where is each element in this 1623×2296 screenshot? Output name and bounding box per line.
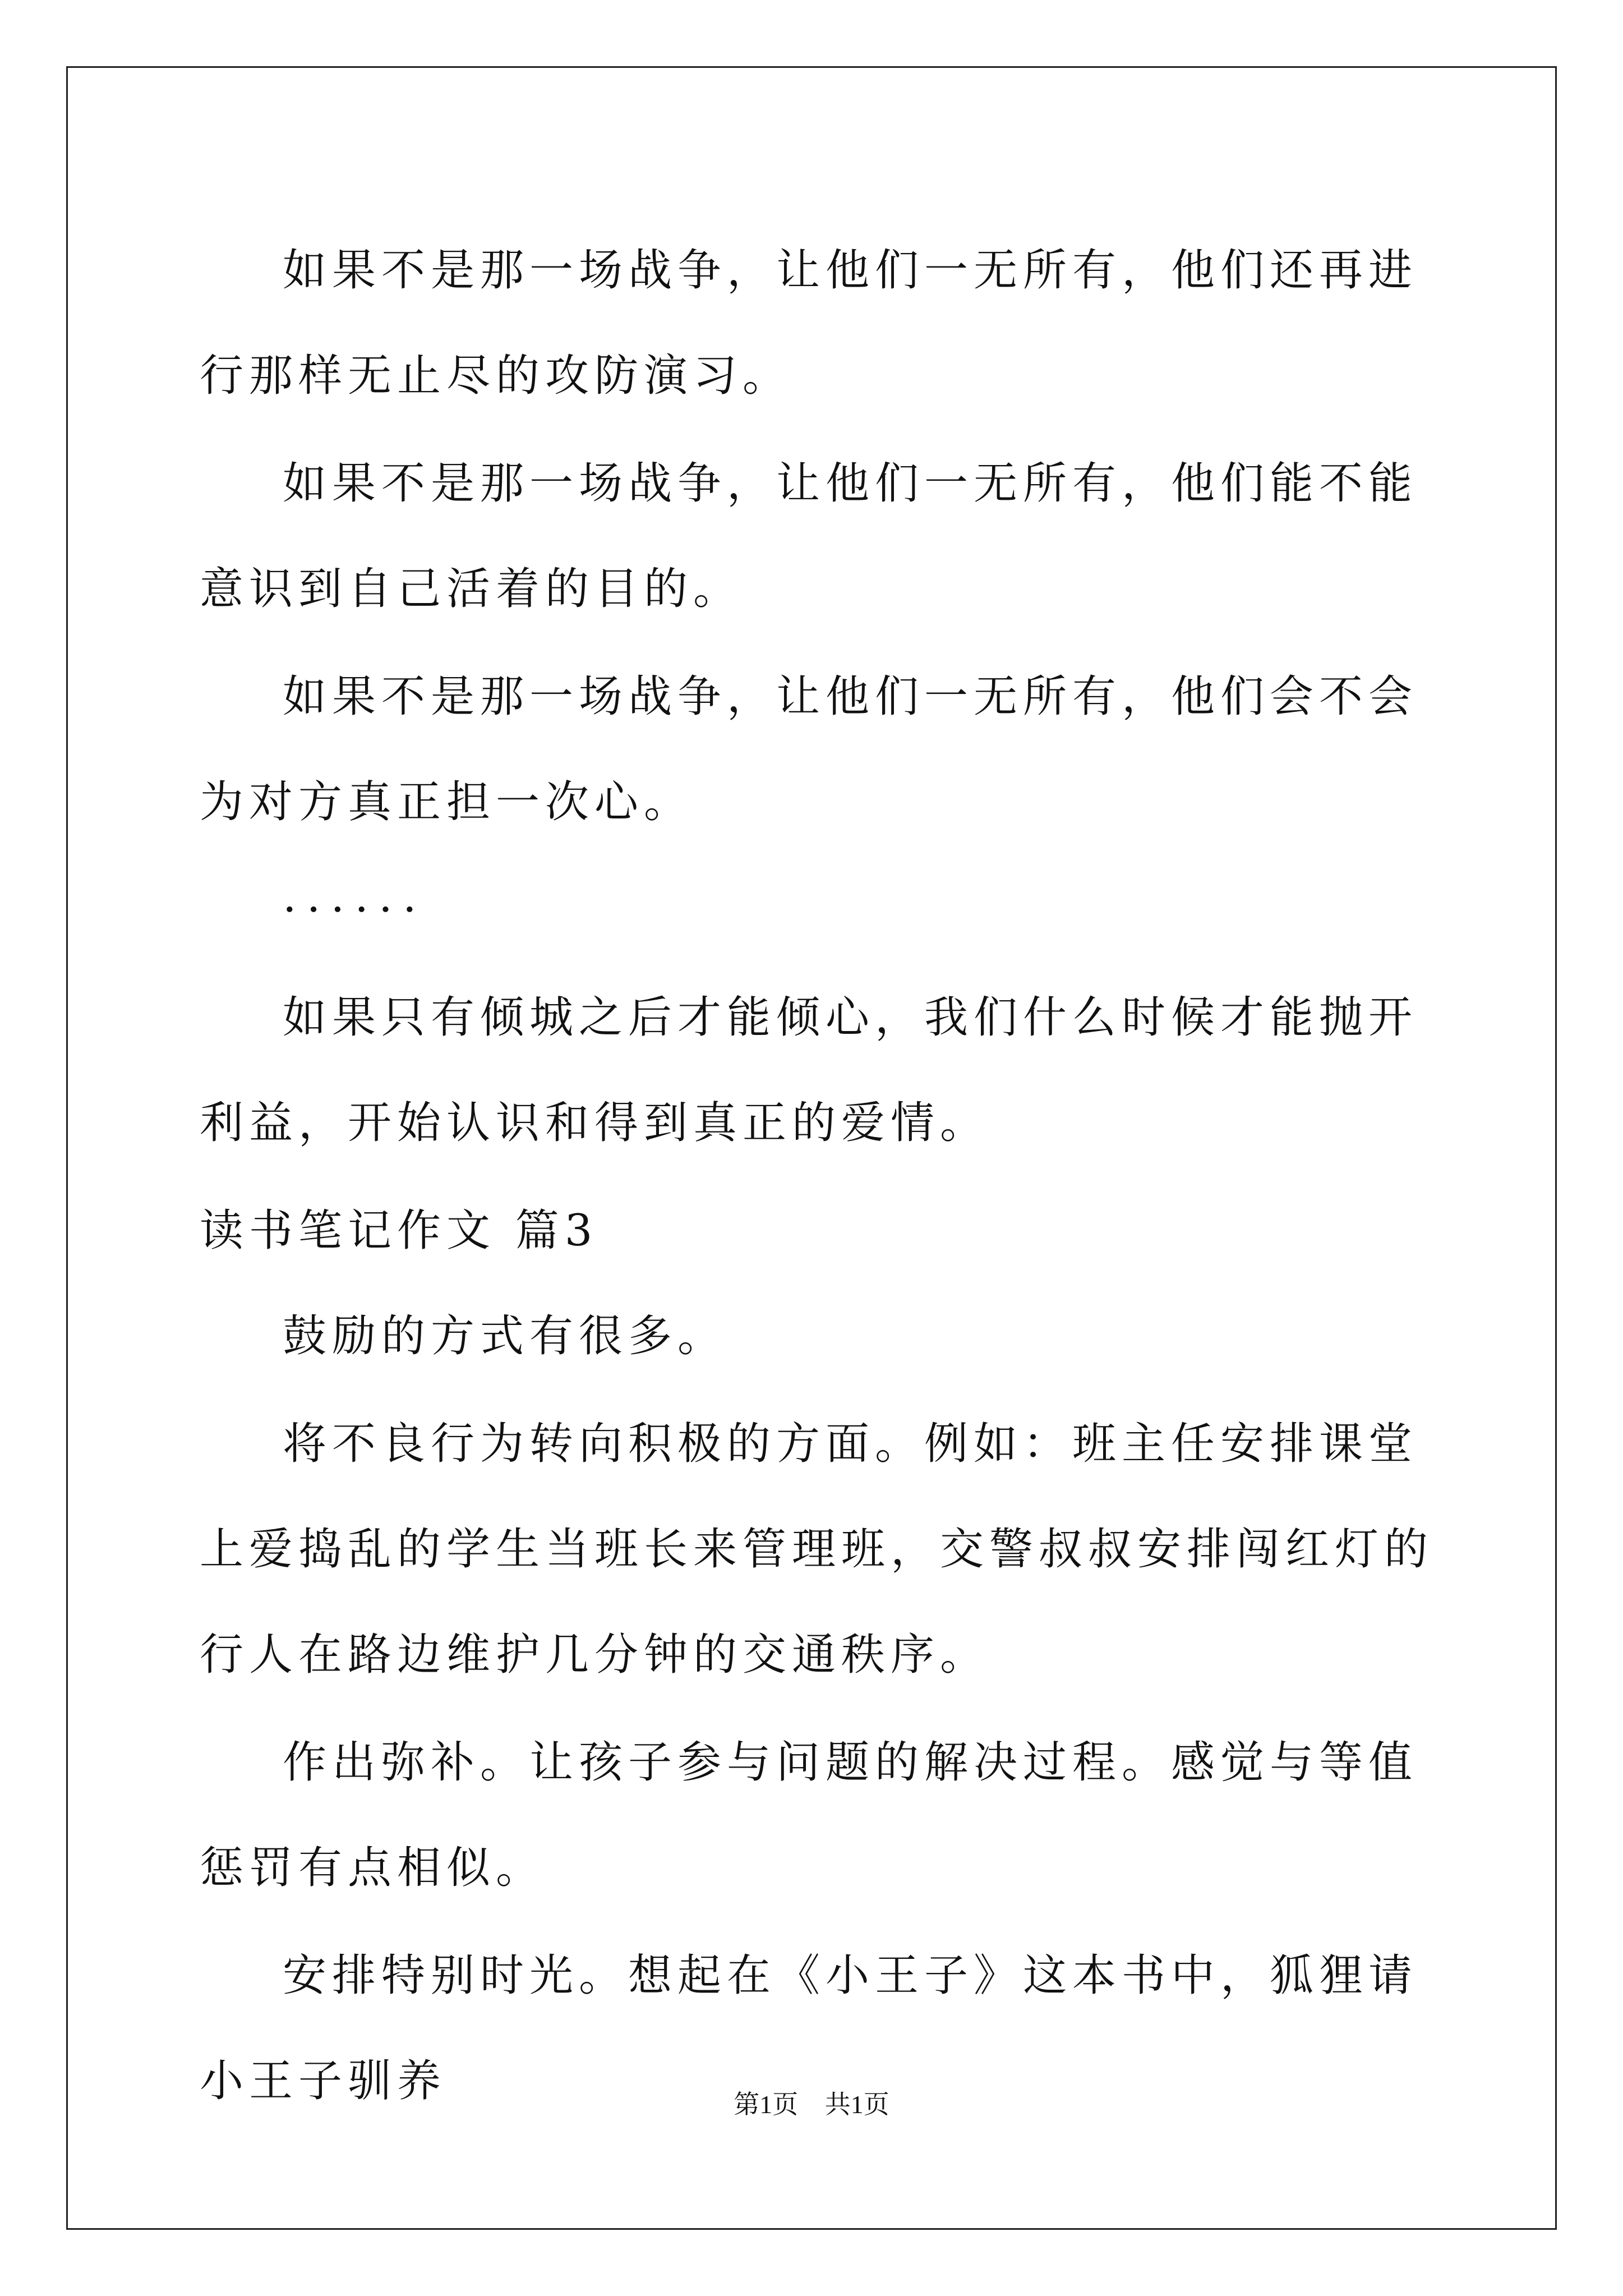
- paragraph: 作出弥补。让孩子参与问题的解决过程。感觉与等值惩罚有点相似。: [200, 1737, 1418, 1893]
- page-footer: [0, 2084, 1623, 2121]
- paragraph: 如果不是那一场战争，让他们一无所有，他们会不会为对方真正担一次心。: [200, 671, 1418, 827]
- document-body: [200, 218, 1433, 2136]
- paragraph: 如果不是那一场战争，让他们一无所有，他们还再进行那样无止尽的攻防演习。: [200, 245, 1418, 401]
- ellipsis-paragraph: ······: [283, 885, 427, 935]
- paragraph: 鼓励的方式有很多。: [283, 1311, 727, 1361]
- paragraph: 如果只有倾城之后才能倾心，我们什么时候才能抛开利益，开始认识和得到真正的爱情。: [200, 992, 1418, 1148]
- paragraph: 安排特别时光。想起在《小王子》这本书中，狐狸请小王子驯养: [200, 1950, 1418, 2106]
- section-heading: 读书笔记作文 篇3: [200, 1205, 598, 1256]
- paragraph: 将不良行为转向积极的方面。例如：班主任安排课堂上爱捣乱的学生当班长来管理班，交警叔叔安排闯红灯的行人在路边维护几分钟的交通秩序。: [200, 1419, 1434, 1680]
- page-number: 第1页: [734, 2090, 799, 2119]
- paragraph: 如果不是那一场战争，让他们一无所有，他们能不能意识到自己活着的目的。: [200, 458, 1418, 614]
- page-total: 共1页: [824, 2090, 889, 2119]
